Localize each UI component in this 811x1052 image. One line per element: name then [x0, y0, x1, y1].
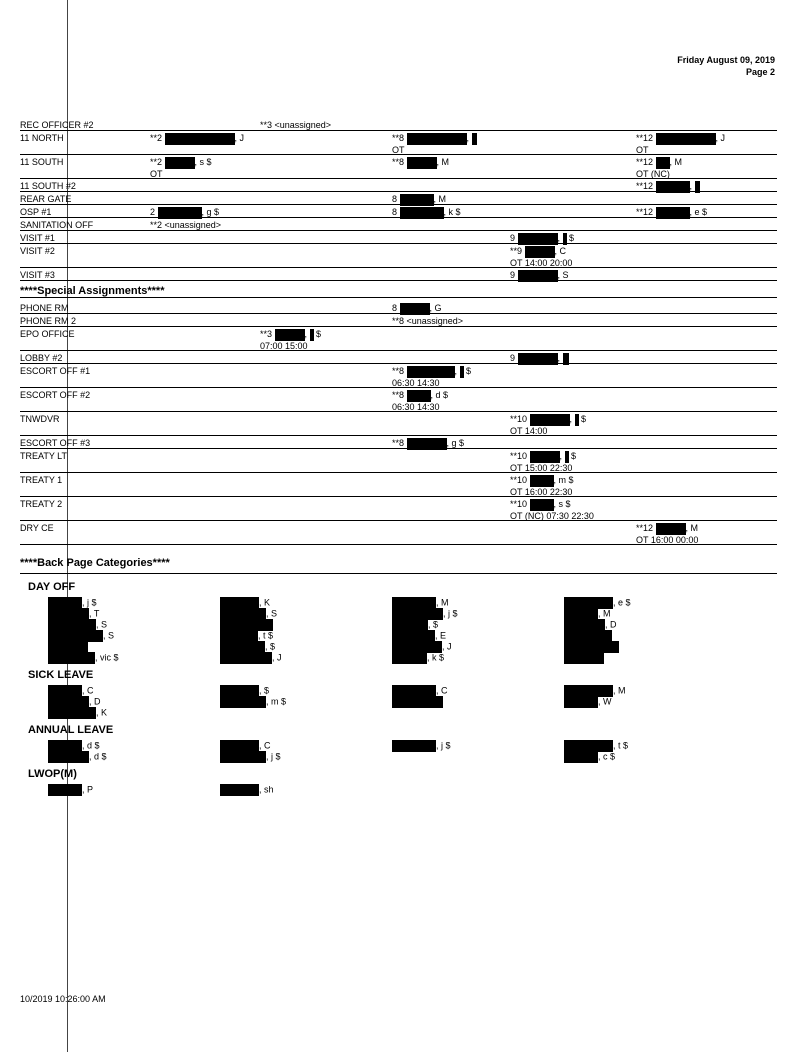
roster-row: [20, 192, 777, 205]
name-entry: , W: [564, 696, 612, 708]
assignment-cell: [636, 523, 698, 545]
assignment-cell: [150, 157, 212, 179]
assignment-cell: [150, 220, 221, 230]
roster-row: [20, 218, 777, 231]
roster-row: [20, 131, 777, 155]
assignment-cell: [510, 499, 594, 521]
redaction-block: [530, 475, 554, 487]
assignment-cell: [150, 133, 244, 145]
assignment-shift: OT: [150, 169, 163, 179]
redaction-block: [564, 652, 604, 664]
redaction-block: [392, 652, 427, 664]
assignment-line: **8 , $: [392, 366, 472, 377]
post-label: 11 SOUTH #2: [20, 181, 76, 191]
assignment-shift: OT 16:00 00:00: [636, 535, 699, 545]
redaction-block: [220, 784, 259, 796]
redaction-block: [407, 390, 431, 402]
name-entry: , $: [220, 641, 275, 653]
assignment-shift: 07:00 15:00: [260, 341, 308, 351]
redaction-block: [530, 499, 554, 511]
redaction-block: [518, 270, 558, 282]
name-entry: , c $: [564, 751, 615, 763]
name-entry: , M: [564, 608, 611, 620]
assignment-line: **2 <unassigned>: [150, 220, 222, 230]
name-entry: , K: [220, 597, 270, 609]
assignment-line: **3 , $: [260, 329, 322, 340]
roster-row: [20, 521, 777, 545]
name-entry: , S: [48, 619, 107, 631]
post-label: PHONE RM 2: [20, 316, 77, 326]
name-entry: , C: [220, 740, 271, 752]
assignment-cell: [510, 475, 574, 497]
post-label: 11 SOUTH: [20, 157, 64, 167]
assignment-cell: [510, 414, 586, 436]
roster-row: [20, 412, 777, 436]
roster-row: [20, 314, 777, 327]
roster-row: [20, 301, 777, 314]
redaction-block: [165, 133, 235, 145]
assignment-line: **12 , M: [636, 523, 699, 534]
assignment-shift: OT 14:00 20:00: [510, 258, 573, 268]
roster-row: [20, 388, 777, 412]
assignment-shift: 06:30 14:30: [392, 378, 440, 388]
name-entry: , S: [220, 608, 277, 620]
name-entry: , E: [392, 630, 446, 642]
redaction-block: [220, 652, 272, 664]
redaction-block: [656, 133, 716, 145]
name-entry: , $: [220, 685, 269, 697]
redaction-block: [472, 133, 477, 145]
assignment-line: **2 , J: [150, 133, 245, 144]
post-label: TREATY LT: [20, 451, 68, 461]
roster-row: [20, 449, 777, 473]
redaction-block: [565, 451, 569, 463]
roster-row: [20, 364, 777, 388]
redaction-block: [48, 707, 96, 719]
report-date: Friday August 09, 2019: [677, 55, 775, 65]
name-entry: , j $: [392, 608, 458, 620]
redaction-block: [392, 740, 436, 752]
redaction-block: [575, 414, 579, 426]
assignment-line: **3 <unassigned>: [260, 120, 332, 130]
assignment-shift: OT 14:00: [510, 426, 548, 436]
post-label: VISIT #2: [20, 246, 55, 256]
redaction-block: [564, 751, 598, 763]
roster-row: [20, 205, 777, 218]
assignment-line: **8 <unassigned>: [392, 316, 464, 326]
redaction-block: [407, 366, 455, 378]
post-label: ESCORT OFF #2: [20, 390, 91, 400]
name-entry: , m $: [220, 696, 286, 708]
name-entry: , vic $: [48, 652, 119, 664]
assignment-cell: [636, 133, 725, 155]
assignment-cell: [392, 157, 449, 169]
name-entry: , S: [48, 630, 114, 642]
assignment-cell: [510, 270, 569, 282]
post-label: EPO OFFICE: [20, 329, 75, 339]
assignment-shift: OT 16:00 22:30: [510, 487, 573, 497]
post-label: REC OFFICER #2: [20, 120, 94, 130]
redaction-block: [530, 451, 560, 463]
roster-row: [20, 473, 777, 497]
name-entry: , P: [48, 784, 93, 796]
category-title: ANNUAL LEAVE: [28, 724, 114, 736]
footer-timestamp: 10/2019 10:26:00 AM: [20, 994, 106, 1004]
name-entry: , d $: [48, 740, 100, 752]
assignment-line: **8 , g $: [392, 438, 465, 449]
roster-row: [20, 118, 777, 131]
name-entry: , sh: [220, 784, 274, 796]
roster-row: [20, 244, 777, 268]
name-entry: , k $: [392, 652, 444, 664]
assignment-cell: [392, 366, 471, 388]
assignment-line: **10 , $: [510, 451, 577, 462]
assignment-line: 8 , k $: [392, 207, 461, 218]
category-title: DAY OFF: [28, 581, 76, 593]
assignment-cell: [510, 451, 576, 473]
name-entry: , d $: [48, 751, 107, 763]
name-entry: , e $: [564, 597, 631, 609]
assignment-shift: OT (NC) 07:30 22:30: [510, 511, 594, 521]
redaction-block: [530, 414, 570, 426]
redaction-block: [220, 696, 266, 708]
assignment-shift: OT: [392, 145, 405, 155]
name-entry: , j $: [48, 597, 97, 609]
assignment-cell: [636, 157, 682, 179]
assignment-cell: [392, 133, 477, 155]
assignment-line: **9 , C: [510, 246, 567, 257]
redaction-block: [275, 329, 305, 341]
assignment-shift: OT (NC): [636, 169, 670, 179]
redaction-block: [564, 696, 598, 708]
post-label: VISIT #3: [20, 270, 55, 280]
roster-row: [20, 155, 777, 179]
redaction-block: [310, 329, 314, 341]
redaction-block: [165, 157, 195, 169]
assignment-line: 8 , M: [392, 194, 447, 205]
assignment-line: 2 , g $: [150, 207, 220, 218]
name-entry: [392, 696, 443, 708]
post-label: 11 NORTH: [20, 133, 64, 143]
redaction-block: [48, 751, 89, 763]
assignment-line: 8 , G: [392, 303, 442, 314]
assignment-shift: OT 15:00 22:30: [510, 463, 573, 473]
post-label: REAR GATE: [20, 194, 72, 204]
assignment-line: **12 , J: [636, 133, 726, 144]
category-title: LWOP(M): [28, 768, 77, 780]
name-entry: , M: [392, 597, 449, 609]
post-label: LOBBY #2: [20, 353, 63, 363]
page-header: [677, 54, 775, 78]
name-entry: , T: [48, 608, 99, 620]
name-entry: , $: [392, 619, 438, 631]
redaction-block: [460, 366, 464, 378]
post-label: PHONE RM: [20, 303, 69, 313]
assignment-cell: [260, 120, 331, 130]
name-entry: , C: [392, 685, 448, 697]
redaction-block: [48, 784, 82, 796]
name-entry: , j $: [392, 740, 451, 752]
name-entry: , D: [48, 696, 101, 708]
redaction-block: [525, 246, 555, 258]
assignment-line: **12 ,: [636, 181, 700, 191]
name-entry: , t $: [220, 630, 273, 642]
roster-row: [20, 436, 777, 449]
assignment-line: **2 , s $: [150, 157, 212, 168]
name-entry: , J: [392, 641, 452, 653]
post-label: TREATY 2: [20, 499, 63, 509]
name-entry: , M: [564, 685, 626, 697]
assignment-line: **10 , $: [510, 414, 587, 425]
name-entry: , t $: [564, 740, 628, 752]
roster-row: [20, 327, 777, 351]
assignment-shift: 06:30 14:30: [392, 402, 440, 412]
redaction-block: [407, 133, 467, 145]
assignment-cell: [392, 316, 463, 326]
post-label: OSP #1: [20, 207, 52, 217]
roster-row: [20, 351, 777, 364]
roster-row: [20, 179, 777, 192]
redaction-block: [407, 157, 437, 169]
post-label: TREATY 1: [20, 475, 63, 485]
name-entry: , D: [564, 619, 617, 631]
page-number: Page 2: [745, 67, 775, 77]
special-assignments-title: ****Special Assignments****: [20, 285, 777, 298]
roster-row: [20, 268, 777, 281]
post-label: VISIT #1: [20, 233, 55, 243]
name-entry: , j $: [220, 751, 281, 763]
assignment-line: **12 , e $: [636, 207, 708, 218]
redaction-block: [656, 523, 686, 535]
roster-row: [20, 497, 777, 521]
assignment-line: **12 , M: [636, 157, 683, 168]
assignment-line: **8 ,: [392, 133, 477, 143]
roster-row: [20, 231, 777, 244]
redaction-block: [48, 652, 95, 664]
name-entry: [564, 652, 604, 664]
post-label: DRY CE: [20, 523, 54, 533]
assignment-cell: [510, 246, 572, 268]
name-entry: , K: [48, 707, 107, 719]
name-entry: , J: [220, 652, 282, 664]
category-title: SICK LEAVE: [28, 669, 94, 681]
post-label: SANITATION OFF: [20, 220, 94, 230]
assignment-line: 9 ,: [510, 353, 569, 363]
assignment-cell: [392, 390, 448, 412]
redaction-block: [220, 751, 266, 763]
assignment-shift: OT: [636, 145, 649, 155]
redaction-block: [656, 157, 670, 169]
assignment-line: **10 , s $: [510, 499, 571, 510]
post-label: TNWDVR: [20, 414, 60, 424]
assignment-line: 9 , S: [510, 270, 569, 281]
assignment-line: 9 , $: [510, 233, 575, 244]
assignment-line: **8 , M: [392, 157, 450, 168]
back-page-title: ****Back Page Categories****: [20, 557, 777, 574]
assignment-cell: [260, 329, 321, 351]
assignment-line: **8 , d $: [392, 390, 449, 401]
redaction-block: [392, 696, 443, 708]
assignment-line: **10 , m $: [510, 475, 574, 486]
post-label: ESCORT OFF #3: [20, 438, 91, 448]
name-entry: , C: [48, 685, 94, 697]
post-label: ESCORT OFF #1: [20, 366, 91, 376]
